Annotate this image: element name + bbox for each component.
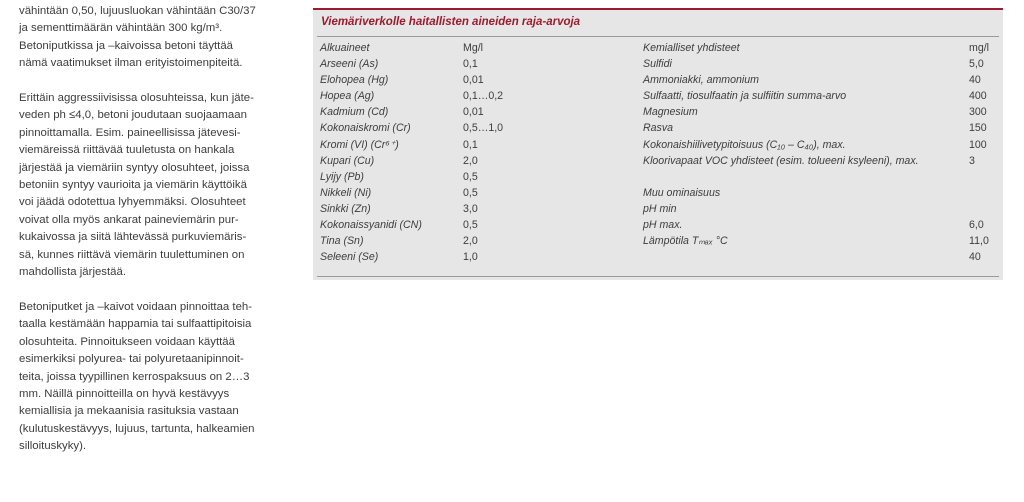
text-line: taalla kestämään happamia tai sulfaattipitoisia (19, 318, 252, 331)
table-cell: 0,1…0,2 (463, 90, 504, 103)
table-cell: Kemialliset yhdisteet (643, 42, 740, 54)
table-cell: pH max. (643, 219, 683, 232)
table-cell: 100 (969, 138, 987, 151)
paragraph-2 (19, 90, 289, 281)
column-element-limits (463, 40, 643, 265)
text-line: (kulutuskestävyys, lujuus, tartunta, halkeamien (19, 422, 255, 435)
text-line: järjestää ja viemäriin syntyy olosuhteet, joissa (19, 161, 250, 174)
table-cell (969, 201, 1003, 217)
table-cell: Kromi (VI) (Cr⁶⁺) (320, 138, 399, 151)
table-cell: Kupari (Cu) (320, 154, 375, 167)
table-cell: Tina (Sn) (320, 235, 364, 248)
table-cell: 11,0 (969, 235, 989, 248)
column-elements (320, 40, 460, 265)
table-cell: Alkuaineet (320, 42, 370, 54)
table-cell: Lyijy (Pb) (320, 170, 364, 183)
table-cell: Nikkeli (Ni) (320, 186, 372, 199)
body-text-column (19, 3, 289, 473)
table-cell: Sinkki (Zn) (320, 202, 371, 215)
table-cell: 300 (969, 106, 987, 119)
table-cell: Sulfaatti, tiosulfaatin ja sulfiitin summa-arvo (643, 90, 847, 103)
table-cell: 40 (969, 251, 981, 264)
table-cell: 0,5 (463, 219, 478, 232)
table-cell: 2,0 (463, 154, 478, 167)
text-line: viemäreissä riittävää tuuletusta on hankala (19, 144, 235, 157)
table-cell: 0,01 (463, 74, 484, 87)
text-line: ja sementtimäärän vähintään 300 kg/m³. (19, 22, 223, 35)
paragraph-1 (19, 3, 289, 73)
table-cell: 0,5…1,0 (463, 122, 504, 135)
table-cell (969, 185, 1003, 201)
text-line: kukaivossa ja siitä lähtevässä purkuviemäris- (19, 231, 247, 244)
table-cell: 0,01 (463, 106, 484, 119)
table-top-rule (317, 36, 999, 37)
limit-values-table (313, 8, 1003, 280)
table-cell: 3 (969, 154, 975, 167)
table-cell: 0,5 (463, 170, 478, 183)
table-cell: Kokonaishiilivetypitoisuus (C₁₀ – C₄₀), max. (643, 138, 846, 151)
text-line: teita, joissa tyypillinen kerrospaksuus on 2…3 (19, 370, 250, 383)
text-line: Erittäin aggressiivisissa olosuhteissa, kun jäte- (19, 92, 254, 105)
text-line: pinnoittamalla. Esim. paineellisissa jätevesi- (19, 126, 241, 139)
table-cell: Rasva (643, 122, 674, 135)
text-line: silloituskyky). (19, 440, 87, 453)
table-cell: mg/l (969, 42, 990, 54)
table-cell: 6,0 (969, 219, 984, 232)
text-line: voi jäädä odotettua lyhyemmäksi. Olosuhteet (19, 196, 246, 209)
table-cell: Elohopea (Hg) (320, 74, 389, 87)
column-compounds (643, 40, 968, 265)
table-cell: Arseeni (As) (320, 58, 379, 71)
text-line: vähintään 0,50, lujuusluokan vähintään C30/37 (19, 5, 256, 17)
text-line: kemiallisia ja mekaanisia rasituksia vastaan (19, 405, 239, 418)
table-cell: Sulfidi (643, 58, 672, 71)
table-cell: Hopea (Ag) (320, 90, 375, 103)
table-cell: 150 (969, 122, 987, 135)
table-cell: 400 (969, 90, 987, 103)
table-cell: 5,0 (969, 58, 984, 71)
table-cell: Kloorivapaat VOC yhdisteet (esim. tolueeni ksyleeni), max. (643, 154, 919, 167)
table-cell: Kokonaissyanidi (CN) (320, 219, 422, 232)
text-line: mm. Näillä pinnoitteilla on hyvä kestävyys (19, 387, 230, 400)
column-compound-limits (969, 40, 1003, 265)
table-bottom-rule (317, 276, 999, 277)
table-cell: 3,0 (463, 202, 478, 215)
paragraph-3 (19, 299, 289, 456)
text-line: veden ph ≤4,0, betoni joudutaan suojaamaan (19, 109, 247, 122)
table-cell: Kokonaiskromi (Cr) (320, 122, 411, 135)
table-cell: Ammoniakki, ammonium (643, 74, 759, 87)
table-cell (643, 169, 968, 185)
text-line: mahdollista järjestää. (19, 266, 126, 279)
table-cell: Magnesium (643, 106, 698, 119)
text-line: Betoniputket ja –kaivot voidaan pinnoittaa teh- (19, 300, 253, 313)
text-line: betoniin syntyy vaurioita ja viemärin käyttöikä (19, 179, 247, 192)
text-line: Betoniputkissa ja –kaivoissa betoni täyttää (19, 39, 234, 52)
table-cell: Muu ominaisuus (643, 186, 721, 199)
text-line: voivat olla myös ankarat paineviemärin pur- (19, 213, 239, 226)
table-cell: 0,5 (463, 186, 478, 199)
text-line: sä, kunnes riittävä viemärin tuulettuminen on (19, 248, 245, 261)
table-cell: 0,1 (463, 58, 478, 71)
table-cell: Seleeni (Se) (320, 251, 379, 264)
table-cell: pH min (643, 202, 677, 215)
text-line: esimerkiksi polyurea- tai polyuretaanipinnoit- (19, 353, 244, 366)
table-cell (643, 249, 968, 265)
text-line: nämä vaatimukset ilman erityistoimenpiteitä. (19, 57, 243, 70)
table-title: Viemäriverkolle haitallisten aineiden raja-arvoja (321, 16, 581, 28)
table-cell (969, 169, 1003, 185)
table-cell: Mg/l (463, 42, 484, 54)
table-cell: 2,0 (463, 235, 478, 248)
table-cell: 0,1 (463, 138, 478, 151)
text-line: olosuhteita. Pinnoitukseen voidaan käyttää (19, 335, 235, 348)
table-cell: Kadmium (Cd) (320, 106, 389, 119)
table-cell: Lämpötila Tₘₐₓ °C (643, 235, 728, 248)
table-cell: 40 (969, 74, 981, 87)
table-cell: 1,0 (463, 251, 478, 264)
